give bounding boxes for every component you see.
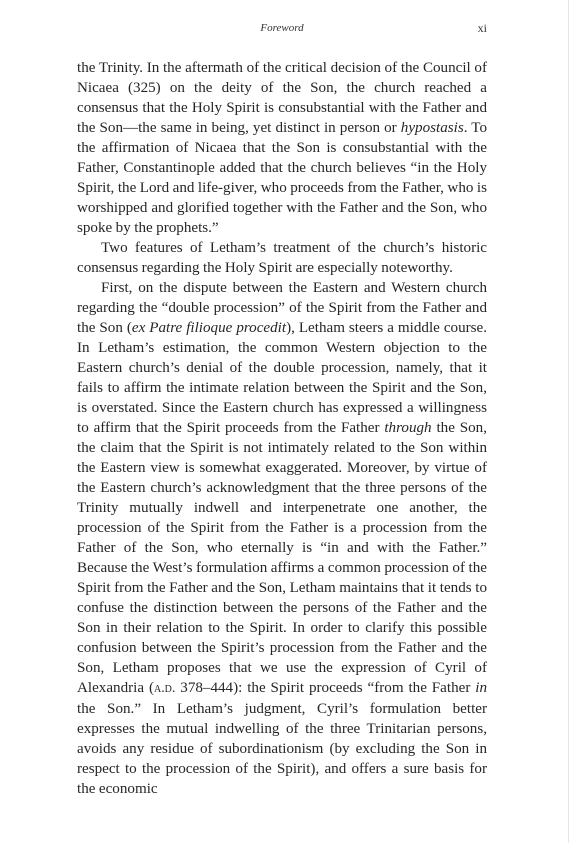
text-run: the Son.” In Letham’s judgment, Cyril’s formulation better expresses the mutual indwelling of the three Trinitarian persons, avoids any residue of subordinationism (by excluding the Son in respect to the procession of the Spirit), and offers a sure basis for the economic bbox=[77, 701, 487, 797]
text-run: the Trinity. In the aftermath of the critical decision of the Council of Nicaea (325) on the deity of the Son, the church reached a consensus that the Holy Spirit is consubstantial with the Father and the Son—the same in being, yet distinct in person or bbox=[77, 60, 487, 136]
italic-text: hypostasis bbox=[400, 120, 464, 136]
text-run: . To the affirmation of Nicaea that the Son is consubstantial with the Father, Constantinople added that the church believes “in the Holy Spirit, the Lord and life-giver, who proceeds from the Father, who is worshipped and glorified together with the Father and the Son, who spoke by the prophets.” bbox=[77, 120, 487, 236]
italic-text: in bbox=[475, 680, 487, 696]
italic-text: ex Patre filioque procedit bbox=[131, 320, 287, 336]
text-run: Two features of Letham’s treatment of the church’s historic consensus regarding the Holy Spirit are especially noteworthy. bbox=[77, 240, 487, 276]
italic-text: through bbox=[384, 420, 432, 436]
text-run: 378–444): the Spirit proceeds “from the Father bbox=[175, 680, 476, 696]
page-number: xi bbox=[477, 21, 487, 35]
body-text bbox=[77, 58, 487, 799]
text-run: ), Letham steers a middle course. In Letham’s estimation, the common Western objection to the Eastern church’s denial of the double procession, namely, that it fails to affirm the intimate relation between the Spirit and the Son, is overstated. Since the Eastern church has expressed a willingness to affirm that the Spirit proceeds from the Father bbox=[77, 320, 487, 436]
running-title: Foreword bbox=[260, 22, 304, 34]
running-head bbox=[77, 20, 487, 36]
small-caps-text: a.d. bbox=[153, 681, 176, 696]
text-run: the Son, the claim that the Spirit is not intimately related to the Son within the Eastern view is somewhat exaggerated. Moreover, by virtue of the Eastern church’s acknowledgment that the three persons of the Trinity mutually indwell and interpenetrate one another, the procession of the Spirit from the Father is a procession from the Father of the Son, who eternally is “in and with the Father.” Because the West’s formulation affirms a common procession of the Spirit from the Father and the Son, Letham maintains that it tends to confuse the distinction between the persons of the Father and the Son in their relation to the Spirit. In order to clarify this possible confusion between the Spirit’s procession from the Father and the Son, Letham proposes that we use the expression of Cyril of Alexandria ( bbox=[77, 420, 487, 696]
paragraph-2 bbox=[77, 238, 487, 278]
text-run: First, on the dispute between the Eastern and Western church regarding the “double procession” of the Spirit from the Father and the Son ( bbox=[77, 280, 487, 336]
paragraph-1 bbox=[77, 58, 487, 238]
paragraph-3 bbox=[77, 278, 487, 799]
